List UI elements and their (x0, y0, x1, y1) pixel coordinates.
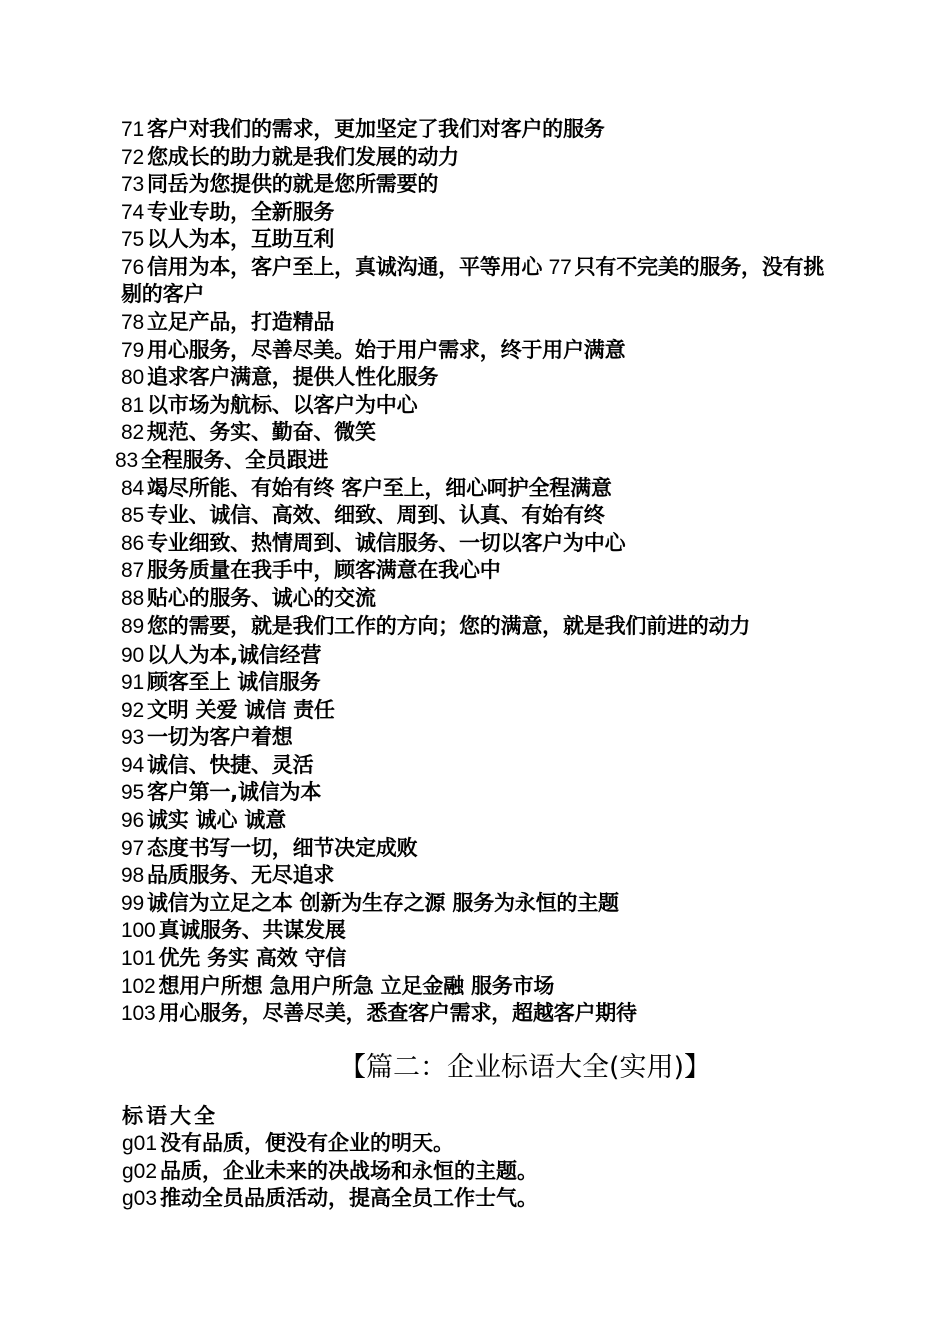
list-item: 87 服务质量在我手中，顾客满意在我心中 (121, 558, 501, 583)
list-item: 92 文明 关爱 诚信 责任 (121, 697, 335, 722)
list-item: 88 贴心的服务、诚心的交流 (121, 585, 376, 610)
list-item: 81 以市场为航标、以客户为中心 (121, 392, 418, 417)
list-item: 74 专业专助，全新服务 (121, 199, 335, 224)
list-item: 102 想用户所想 急用户所急 立足金融 服务市场 (121, 973, 555, 998)
list-item: 85 专业、诚信、高效、细致、周到、认真、有始有终 (121, 503, 605, 528)
list-item: 76 信用为本，客户至上，真诚沟通，平等用心 77 只有不完美的服务，没有挑剔的客户 (121, 254, 825, 306)
list-item: 100 真诚服务、共谋发展 (121, 918, 346, 943)
list-item: 78 立足产品，打造精品 (121, 309, 335, 334)
list-item: 90 以人为本,诚信经营 (121, 642, 322, 667)
list-item: g01 没有品质，便没有企业的明天。 (122, 1131, 455, 1155)
list-item: 99 诚信为立足之本 创新为生存之源 服务为永恒的主题 (121, 890, 619, 915)
list-item: 103 用心服务，尽善尽美，悉查客户需求，超越客户期待 (121, 1001, 637, 1026)
list-item: 89 您的需要，就是我们工作的方向；您的满意，就是我们前进的动力 (121, 613, 751, 638)
list-item: 86 专业细致、热情周到、诚信服务、一切以客户为中心 (121, 530, 626, 555)
list-item: 94 诚信、快捷、灵活 (121, 752, 314, 777)
list-item: 75 以人为本，互助互利 (121, 227, 335, 252)
list-item: g02 品质，企业未来的决战场和永恒的主题。 (122, 1158, 539, 1183)
list-item: 84 竭尽所能、有始有终 客户至上，细心呵护全程满意 (121, 475, 612, 500)
list-item: 72 您成长的助力就是我们发展的动力 (121, 144, 459, 169)
section-subheading: 标语大全 (122, 1104, 218, 1128)
list-item: 80 追求客户满意，提供人性化服务 (121, 365, 439, 390)
list-item: 79 用心服务，尽善尽美。始于用户需求，终于用户满意 (121, 337, 626, 362)
list-item: 98 品质服务、无尽追求 (121, 863, 335, 888)
list-item: 96 诚实 诚心 诚意 (121, 808, 286, 833)
list-item: 83 全程服务、全员跟进 (115, 447, 329, 472)
list-item: 97 态度书写一切，细节决定成败 (121, 835, 418, 860)
quality-slogan-list (122, 1130, 842, 1213)
slogan-list (115, 116, 835, 1028)
list-item: 101 优先 务实 高效 守信 (121, 946, 347, 971)
list-item: 93 一切为客户着想 (121, 725, 293, 750)
list-item: 82 规范、务实、勤奋、微笑 (121, 420, 376, 445)
list-item: 73 同岳为您提供的就是您所需要的 (121, 172, 439, 197)
list-item: 71 客户对我们的需求，更加坚定了我们对客户的服务 (121, 117, 605, 141)
list-item: 91 顾客至上 诚信服务 (121, 670, 321, 695)
section-heading: 【篇二：企业标语大全(实用)】 (338, 1052, 712, 1083)
list-item: 95 客户第一,诚信为本 (121, 780, 322, 805)
list-item: g03 推动全员品质活动，提高全员工作士气。 (122, 1186, 539, 1211)
